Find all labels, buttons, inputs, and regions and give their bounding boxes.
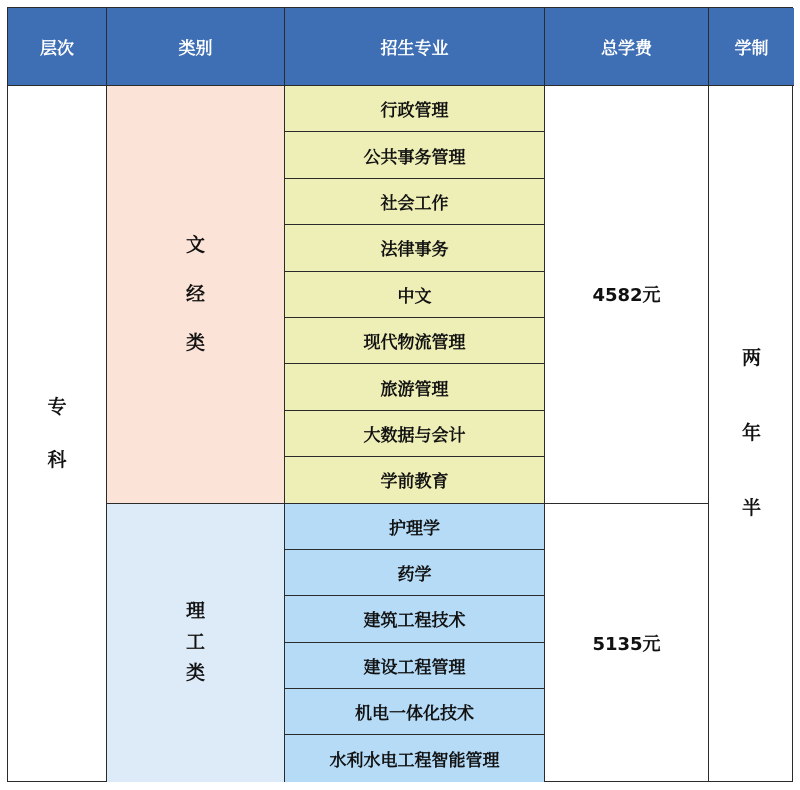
header-level: 层次 (8, 8, 107, 86)
enrollment-table (7, 7, 793, 782)
vertical-char: 科 (47, 448, 67, 471)
major-row: 法律事务 (285, 225, 545, 271)
vertical-char: 工 (185, 631, 205, 654)
major-row: 水利水电工程智能管理 (285, 735, 545, 781)
major-row: 公共事务管理 (285, 132, 545, 178)
duration-cell (709, 86, 794, 782)
major-row: 旅游管理 (285, 364, 545, 410)
major-row: 机电一体化技术 (285, 689, 545, 735)
major-row: 现代物流管理 (285, 318, 545, 364)
major-row: 社会工作 (285, 179, 545, 225)
level-cell (8, 86, 107, 782)
vertical-char: 类 (185, 662, 205, 685)
vertical-char: 文 (185, 233, 205, 256)
vertical-char: 类 (185, 331, 205, 354)
header-total-fee: 总学费 (545, 8, 709, 86)
major-row: 建筑工程技术 (285, 596, 545, 642)
major-row: 护理学 (285, 504, 545, 550)
vertical-char: 专 (47, 395, 67, 418)
header-duration: 学制 (709, 8, 794, 86)
major-row: 建设工程管理 (285, 643, 545, 689)
vertical-char: 经 (185, 282, 205, 305)
major-row: 药学 (285, 550, 545, 596)
major-row: 中文 (285, 272, 545, 318)
vertical-char: 两 (741, 347, 761, 370)
major-row: 大数据与会计 (285, 411, 545, 457)
category-wenjing (107, 86, 285, 504)
vertical-char: 年 (741, 422, 761, 445)
header-category: 类别 (107, 8, 285, 86)
total-fee-ligong: 5135元 (545, 504, 709, 782)
major-row: 学前教育 (285, 457, 545, 503)
total-fee-wenjing: 4582元 (545, 86, 709, 504)
category-ligong (107, 504, 285, 782)
major-row: 行政管理 (285, 86, 545, 132)
vertical-char: 理 (185, 600, 205, 623)
vertical-char: 半 (741, 497, 761, 520)
header-major: 招生专业 (285, 8, 545, 86)
